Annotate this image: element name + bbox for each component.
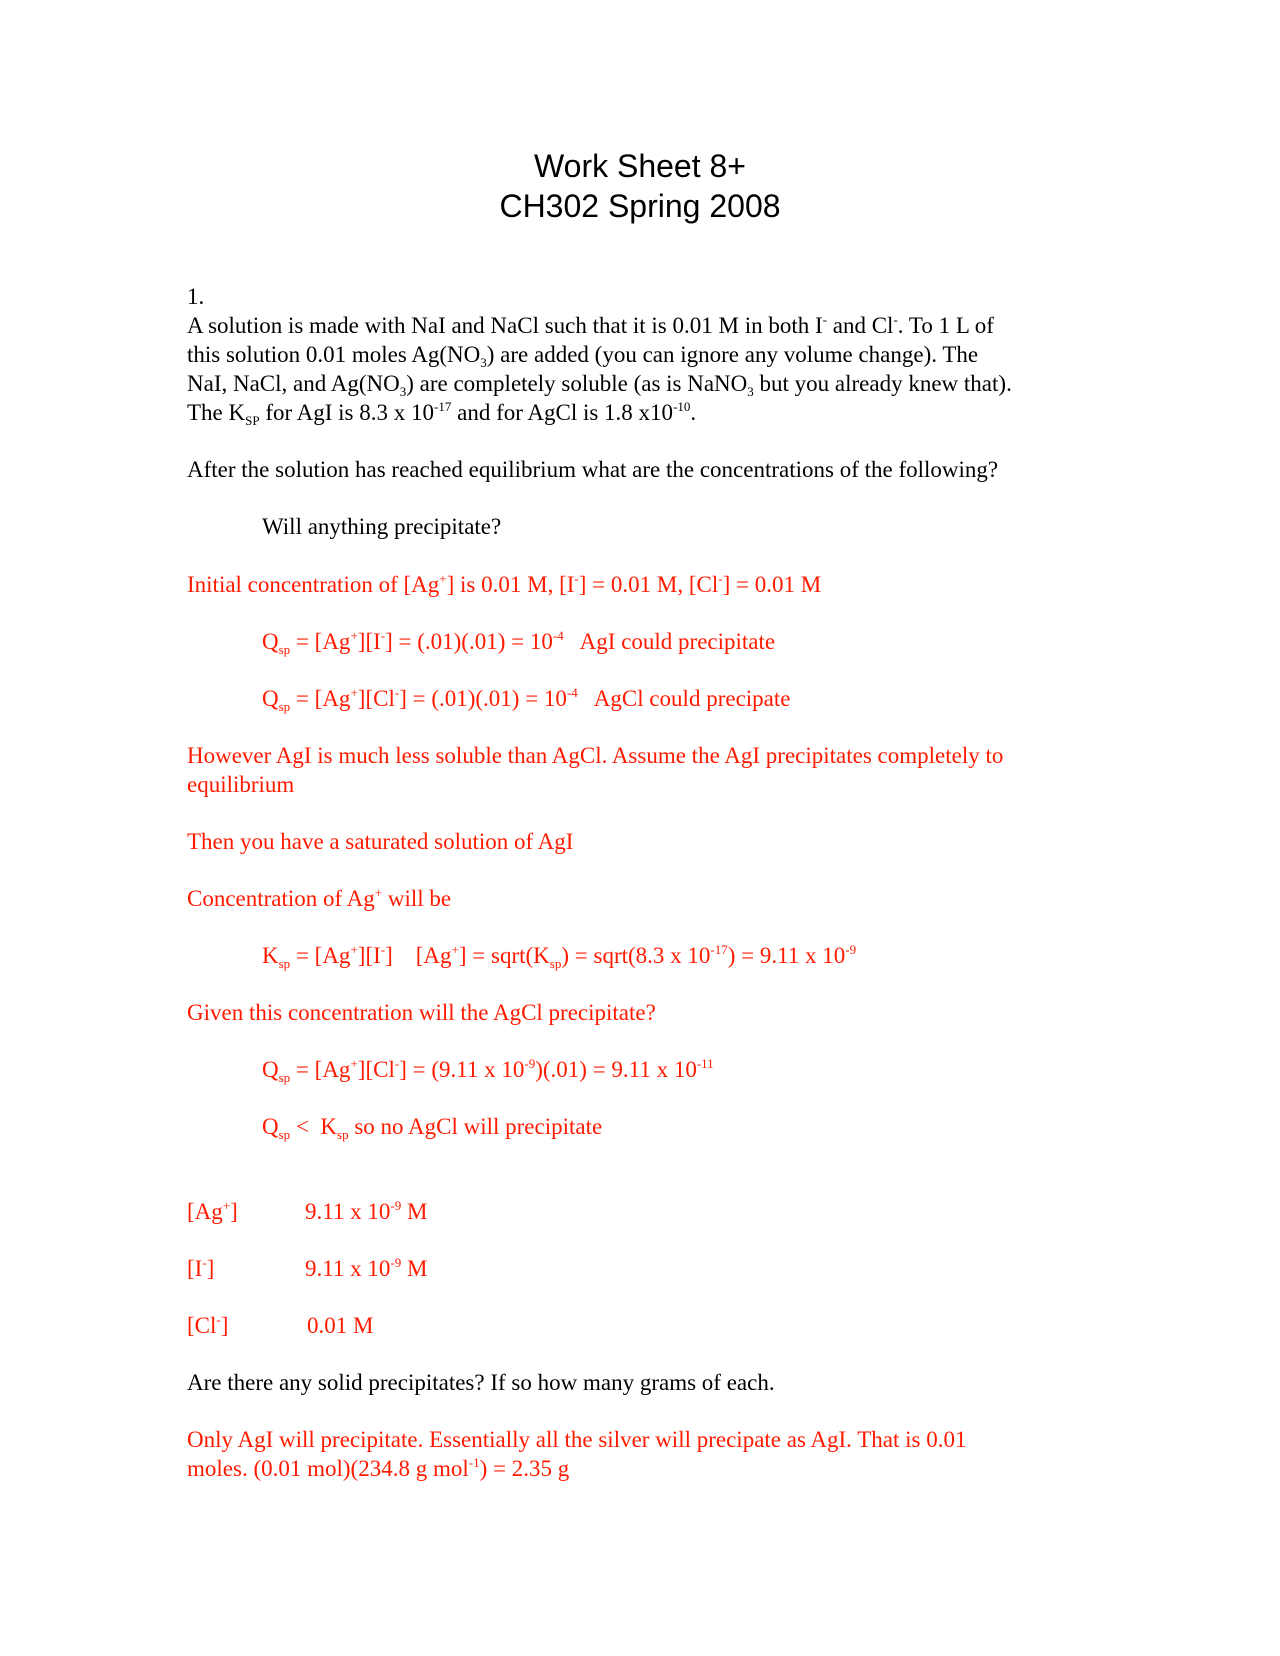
problem-statement-line-3: NaI, NaCl, and $Ag(NO_3)$ are completely soluble (as is NaNO$_3$ but you already knew that).	[187, 371, 1012, 399]
qsp-agi-line: $Q_{sp} = [Ag^+][I^-] = (.01)(.01) = 10^{-4}$ AgI could precipitate	[262, 628, 776, 657]
final-answer-line-1: Only AgI will precipitate. Essentially all the silver will precipate as AgI. That is 0.01	[187, 1427, 967, 1452]
solid-precipitates-question: Are there any solid precipitates? If so how many grams of each.	[187, 1370, 775, 1395]
saturated-solution-text: Then you have a saturated solution of AgI	[187, 829, 574, 854]
qsp-agcl-check-line: $Q_{sp} = [Ag^+][Cl^-] = (9.11$ x $10^{-9})(.01) = 9.11$ x $10^{-11}$	[262, 1056, 714, 1085]
result-value-chloride: 0.01 M	[307, 1313, 374, 1338]
page-title: Work Sheet 8+	[534, 148, 746, 184]
result-value-iodide: 9.11 x $10^{-9}$ M	[305, 1255, 428, 1281]
ksp-calculation-line: $K_{sp} = [Ag^+][I^-]$ $[Ag^+] = sqrt(K_{sp})$ = sqrt(8.3 x $10^{-17}) = 9.11$ x $10^{-9}$	[262, 942, 857, 971]
result-row-ag	[0, 1197, 1280, 1226]
course-subtitle: CH302 Spring 2008	[499, 188, 781, 224]
problem-statement-line-4: The $K_{SP}$ for AgI is 8.3 x $10^{-17}$ and for AgCl is 1.8 $x10^{-10}$.	[187, 399, 697, 428]
result-label-chloride: [Cl-]	[187, 1312, 229, 1338]
problem-statement-line-2: this solution 0.01 moles $Ag(NO_3)$ are added (you can ignore any volume change). The	[187, 342, 979, 370]
result-label-iodide: [I-]	[187, 1255, 215, 1281]
final-answer-line-2: moles. (0.01 mol)(234.8 g mol$^{-1}$) = 2.35 g	[187, 1455, 570, 1481]
result-value-ag: 9.11 x $10^{-9}$ M	[305, 1198, 428, 1224]
equilibrium-question: After the solution has reached equilibrium what are the concentrations of the following?	[187, 457, 999, 482]
result-row-iodide	[0, 1254, 1280, 1283]
problem-number: 1.	[187, 284, 205, 309]
qsp-agcl-line: $Q_{sp} = [Ag^+][Cl^-] = (.01)(.01) = 10^{-4}$ AgCl could precipate	[262, 685, 791, 714]
ag-concentration-intro: Concentration of Ag+ will be	[187, 885, 452, 911]
result-row-chloride	[0, 1311, 1280, 1340]
no-agcl-conclusion: $Q_{sp} < K_{sp}$ so no AgCl will precipitate	[262, 1114, 603, 1142]
precipitate-question: Will anything precipitate?	[262, 514, 502, 539]
initial-concentrations: Initial concentration of [Ag+] is 0.01 M, [I-] = 0.01 M, [Cl-] = 0.01 M	[187, 571, 822, 597]
however-paragraph: However AgI is much less soluble than AgCl. Assume the AgI precipitates completely to equilibrium	[187, 743, 1004, 797]
problem-statement-line-1: A solution is made with NaI and NaCl such that it is 0.01 M in both I- and Cl-. To 1 L of	[187, 312, 994, 338]
result-label-ag: [Ag+]	[187, 1198, 238, 1224]
agcl-question: Given this concentration will the AgCl precipitate?	[187, 1000, 656, 1025]
